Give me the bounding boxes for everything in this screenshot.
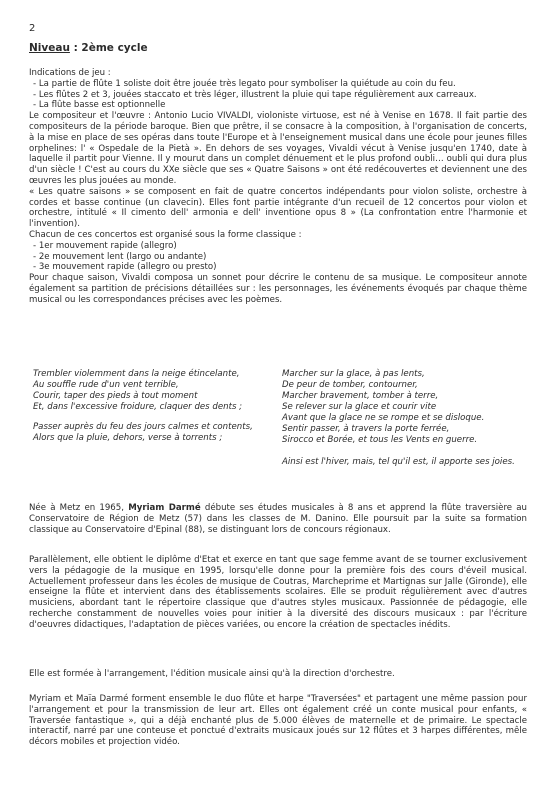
poem-line: Passer auprès du feu des jours calmes et contents, <box>33 422 253 432</box>
level-value: : 2ème cycle <box>69 42 148 54</box>
poem-line: Avant que la glace ne se rompe et se disloque. <box>282 413 485 423</box>
author-name: Myriam Darmé <box>128 503 201 513</box>
poem-closing-line: Ainsi est l'hiver, mais, tel qu'il est, il apporte ses joies. <box>282 457 515 467</box>
level-heading <box>29 42 148 54</box>
poem-line: Alors que la pluie, dehors, verse à torrents ; <box>33 433 223 443</box>
poem-line: Et, dans l'excessive froidure, claquer des dents ; <box>33 402 243 412</box>
instructions-title: Indications de jeu : <box>29 68 111 78</box>
bio-intro: Née à Metz en 1965, <box>29 503 129 513</box>
instruction-item: - Les flûtes 2 et 3, jouées staccato et très léger, illustrent la pluie qui tape régulièrement aux carreaux. <box>33 89 477 100</box>
biography-paragraph-3: Elle est formée à l'arrangement, l'édition musicale ainsi qu'à la direction d'orchestre. <box>29 669 395 679</box>
poem-line: Marcher bravement, tomber à terre, <box>282 391 439 401</box>
structure-list <box>29 241 527 273</box>
sonnet-paragraph: Pour chaque saison, Vivaldi composa un sonnet pour décrire le contenu de sa musique. Le compositeur annote également sa partition de précisions détaillées sur : les personnages, les événements évoqués par chaque thème musical ou les correspondances précises avec les poèmes. <box>29 273 527 305</box>
movement-item: - 1er mouvement rapide (allegro) <box>33 240 177 251</box>
structure-title: Chacun de ces concertos est organisé sous la forme classique : <box>29 229 302 240</box>
poem-line: De peur de tomber, contourner, <box>282 380 418 390</box>
biography-paragraph-1 <box>29 503 527 535</box>
composer-paragraph: Le compositeur et l'œuvre : Antonio Lucio VIVALDI, violoniste virtuose, est né à Venise en 1678. Il fait partie des compositeurs de la période baroque. Bien que prêtre, il se consacre à la composition, à l'organisation de concerts, à la mise en place de ses opéras dans toute l'Europe et à l'enseignement musical dans une école pour jeunes filles orphelines: l' « Ospedale de la Pietà ». En dehors de ses voyages, Vivaldi vécut à Venise jusqu'en 1740, date à laquelle il partit pour Vienne. Il y mourut dans un complet dénuement et le plus profond oubli… oubli qui dura plus d'un siècle ! C'est au cours du XXe siècle que ses « Quatre Saisons » ont été redécouvertes et deviennent une des œuvres les plus jouées au monde. <box>29 111 527 186</box>
poem-line: Sirocco et Borée, et tous les Vents en guerre. <box>282 435 478 445</box>
seasons-paragraph: « Les quatre saisons » se composent en fait de quatre concertos indépendants pour violon soliste, orchestre à cordes et basse continue (un clavecin). Elles font partie intégrante d'un recueil de 12 concertos pour violon et orchestre, intitulé « Il cimento dell' armonia e dell' inventione opus 8 » (La confrontation entre l'harmonie et l'invention). <box>29 186 527 230</box>
bio-text: débute ses études musicales à 8 ans et apprend la flûte traversière au Conservatoire de Région de Metz (57) dans les classes de M. Danino. Elle poursuit par la suite sa formation classique au Conservatoire d'Epinal (88), se distinguant lors de concours régionaux. <box>29 503 527 535</box>
instructions-list <box>29 79 527 111</box>
page-number: 2 <box>29 23 36 34</box>
poem-line: Marcher sur la glace, à pas lents, <box>282 369 425 379</box>
poem-line: Se relever sur la glace et courir vite <box>282 402 437 412</box>
instructions-section <box>29 68 527 306</box>
biography-paragraph-4: Myriam et Maïa Darmé forment ensemble le duo flûte et harpe "Traversées" et partagent une même passion pour l'arrangement et pour la transmission de leur art. Elles ont également créé un conte musical pour enfants, « Traversée fantastique », qui a déjà enchanté plus de 5.000 élèves de maternelle et de primaire. Le spectacle interactif, narré par une conteuse et ponctué d'extraits musicaux joués sur 12 flûtes et 3 harpes différentes, mêle décors mobiles et projection vidéo. <box>29 694 527 748</box>
movement-item: - 3e mouvement rapide (allegro ou presto) <box>33 262 217 273</box>
poem-left-column <box>33 369 281 444</box>
biography-paragraph-2: Parallèlement, elle obtient le diplôme d'Etat et exerce en tant que sage femme avant de se tourner exclusivement vers la pédagogie de la musique en 1995, lorsqu'elle donne pour la première fois des cours d'éveil musical. Actuellement professeur dans les écoles de musique de Coutras, Marcheprime et Martignas sur Jalle (Gironde), elle enseigne la flûte et intervient dans des établissements scolaires. Elle se produit régulièrement avec d'autres musiciens, abordant tant le répertoire classique que d'autres styles musicaux. Passionnée de pédagogie, elle recherche constamment de nouvelles voies pour initier à la diversité des discours musicaux : par l'écriture d'oeuvres didactiques, l'adaptation de pièces variées, ou encore la création de spectacles inédits. <box>29 555 527 630</box>
poem-line: Au souffle rude d'un vent terrible, <box>33 380 179 390</box>
instruction-item: - La flûte basse est optionnelle <box>33 100 166 111</box>
poem-line: Trembler violemment dans la neige étincelante, <box>33 369 240 379</box>
poem-line: Courir, taper des pieds à tout moment <box>33 391 198 401</box>
instruction-item: - La partie de flûte 1 soliste doit être jouée très legato pour symboliser la quiétude au coin du feu. <box>33 78 456 89</box>
movement-item: - 2e mouvement lent (largo ou andante) <box>33 251 207 262</box>
poem-right-column <box>282 369 529 468</box>
poem-line: Sentir passer, à travers la porte ferrée, <box>282 424 450 434</box>
level-label: Niveau <box>29 42 70 54</box>
